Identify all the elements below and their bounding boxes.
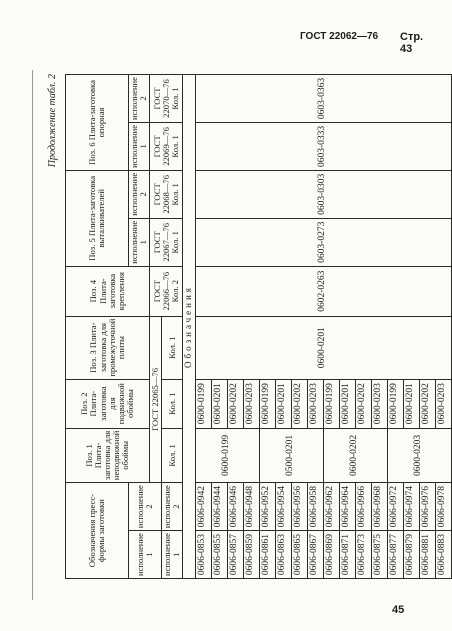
header-exec1: исполнение 1 (129, 531, 162, 579)
cell-pos1: 0500-0201 (259, 428, 323, 483)
cell-pos5-isp2: 0603-0303 (195, 170, 451, 218)
cell-exec2: 0606-0954 (275, 483, 291, 531)
cell-pos2: 0600-0199 (259, 379, 275, 428)
cell-exec2: 0606-0968 (371, 483, 387, 531)
page-header (0, 31, 427, 55)
qty-pos3: Кол. 1 (162, 316, 183, 379)
cell-pos3: 0600-0201 (195, 316, 451, 379)
header-pos5-isp1: исполнение 1 (129, 218, 150, 266)
cell-exec1: 0606-0853 (195, 531, 211, 579)
cell-pos2: 0600-0203 (435, 379, 451, 428)
label-exec1: исполнение 1 (162, 531, 183, 579)
header-pos1: Поз. 1 Плита-заготовка для неподвижной обоймы (66, 428, 150, 483)
header-std5b: ГОСТ 22068—76 Кол. 1 (150, 170, 183, 218)
cell-pos2: 0600-0203 (307, 379, 323, 428)
cell-pos1: 0600-0202 (323, 428, 387, 483)
header-std1: ГОСТ 22065—76 (150, 316, 162, 483)
header-std4: ГОСТ 22066—76 Кол. 2 (150, 266, 183, 316)
label-exec2: исполнение 2 (162, 483, 183, 531)
cell-exec2: 0606-0942 (195, 483, 211, 531)
header-pos2: Поз. 2 Плита-заготовка для подвижной обоймы (66, 379, 150, 428)
header-pos6: Поз. 6 Плита-заготовка опорная (66, 75, 129, 171)
qty-pos2: Кол. 1 (162, 379, 183, 428)
cell-exec2: 0606-0964 (339, 483, 355, 531)
cell-pos2: 0600-0201 (339, 379, 355, 428)
cell-exec1: 0606-0863 (275, 531, 291, 579)
data-table (65, 74, 452, 579)
cell-pos2: 0600-0203 (371, 379, 387, 428)
cell-exec1: 0606-0883 (435, 531, 451, 579)
header-pos5: Поз. 5 Плита-заготовка выталкивателей (66, 170, 129, 266)
cell-exec1: 0606-0861 (259, 531, 275, 579)
standard-number: ГОСТ 22062—76 (300, 31, 379, 42)
cell-pos4: 0602-0263 (195, 266, 451, 316)
cell-exec2: 0606-0976 (419, 483, 435, 531)
cell-pos6-isp2: 0603-0363 (195, 75, 451, 123)
cell-pos2: 0600-0202 (355, 379, 371, 428)
header-pos6-isp1: исполнение 1 (129, 122, 150, 170)
cell-exec1: 0606-0881 (419, 531, 435, 579)
cell-exec2: 0606-0948 (243, 483, 259, 531)
cell-exec2: 0606-0966 (355, 483, 371, 531)
table-row (195, 75, 211, 579)
cell-pos2: 0600-0201 (403, 379, 419, 428)
header-std6b: ГОСТ 22070—76 Кол. 1 (150, 75, 183, 123)
header-pos5-isp2: исполнение 2 (129, 170, 150, 218)
rotated-table-block (45, 74, 448, 579)
cell-exec1: 0606-0877 (387, 531, 403, 579)
cell-pos2: 0600-0201 (275, 379, 291, 428)
cell-exec2: 0606-0958 (307, 483, 323, 531)
header-pos6-isp2: исполнение 2 (129, 75, 150, 123)
header-std5: ГОСТ 22067—76 Кол. 1 (150, 218, 183, 266)
cell-pos2: 0600-0199 (195, 379, 211, 428)
cell-exec1: 0606-0873 (355, 531, 371, 579)
cell-pos2: 0600-0199 (387, 379, 403, 428)
table-caption: Продолжение табл. 2 (47, 74, 58, 168)
page-edge-rule (32, 70, 33, 600)
header-pos3: Поз. 3 Плита-заготовка для промежуточной плиты (66, 316, 150, 379)
cell-exec1: 0606-0867 (307, 531, 323, 579)
cell-pos5-isp1: 0603-0273 (195, 218, 451, 266)
cell-exec2: 0606-0946 (227, 483, 243, 531)
page-number: 45 (392, 604, 405, 616)
header-first: Обозначения пресс-формы заготовки (66, 483, 129, 579)
cell-exec2: 0606-0952 (259, 483, 275, 531)
cell-exec2: 0606-0978 (435, 483, 451, 531)
cell-exec2: 0606-0972 (387, 483, 403, 531)
designation-band: Обозначения (183, 75, 195, 579)
cell-exec1: 0606-0871 (339, 531, 355, 579)
cell-exec1: 0606-0865 (291, 531, 307, 579)
header-exec2: исполнение 2 (129, 483, 162, 531)
cell-exec1: 0606-0859 (243, 531, 259, 579)
page-label: Стр. 43 (400, 31, 424, 55)
cell-pos1: 0600-0203 (387, 428, 451, 483)
cell-pos2: 0600-0202 (419, 379, 435, 428)
cell-exec2: 0606-0974 (403, 483, 419, 531)
cell-exec2: 0606-0956 (291, 483, 307, 531)
cell-exec1: 0606-0869 (323, 531, 339, 579)
cell-pos2: 0600-0202 (291, 379, 307, 428)
cell-exec1: 0606-0875 (371, 531, 387, 579)
cell-pos1: 0600-0199 (195, 428, 259, 483)
header-std6: ГОСТ 22069—76 Кол. 1 (150, 122, 183, 170)
cell-exec1: 0606-0879 (403, 531, 419, 579)
qty-pos1: Кол. 1 (162, 428, 183, 483)
cell-exec1: 0606-0855 (211, 531, 227, 579)
cell-exec2: 0606-0944 (211, 483, 227, 531)
cell-exec1: 0606-0857 (227, 531, 243, 579)
cell-pos2: 0600-0201 (211, 379, 227, 428)
header-pos4: Поз. 4 Плита-заготовка крепления (66, 266, 150, 316)
cell-exec2: 0606-0962 (323, 483, 339, 531)
cell-pos6-isp1: 0603-0333 (195, 122, 451, 170)
cell-pos2: 0600-0199 (323, 379, 339, 428)
cell-pos2: 0600-0203 (243, 379, 259, 428)
cell-pos2: 0600-0202 (227, 379, 243, 428)
